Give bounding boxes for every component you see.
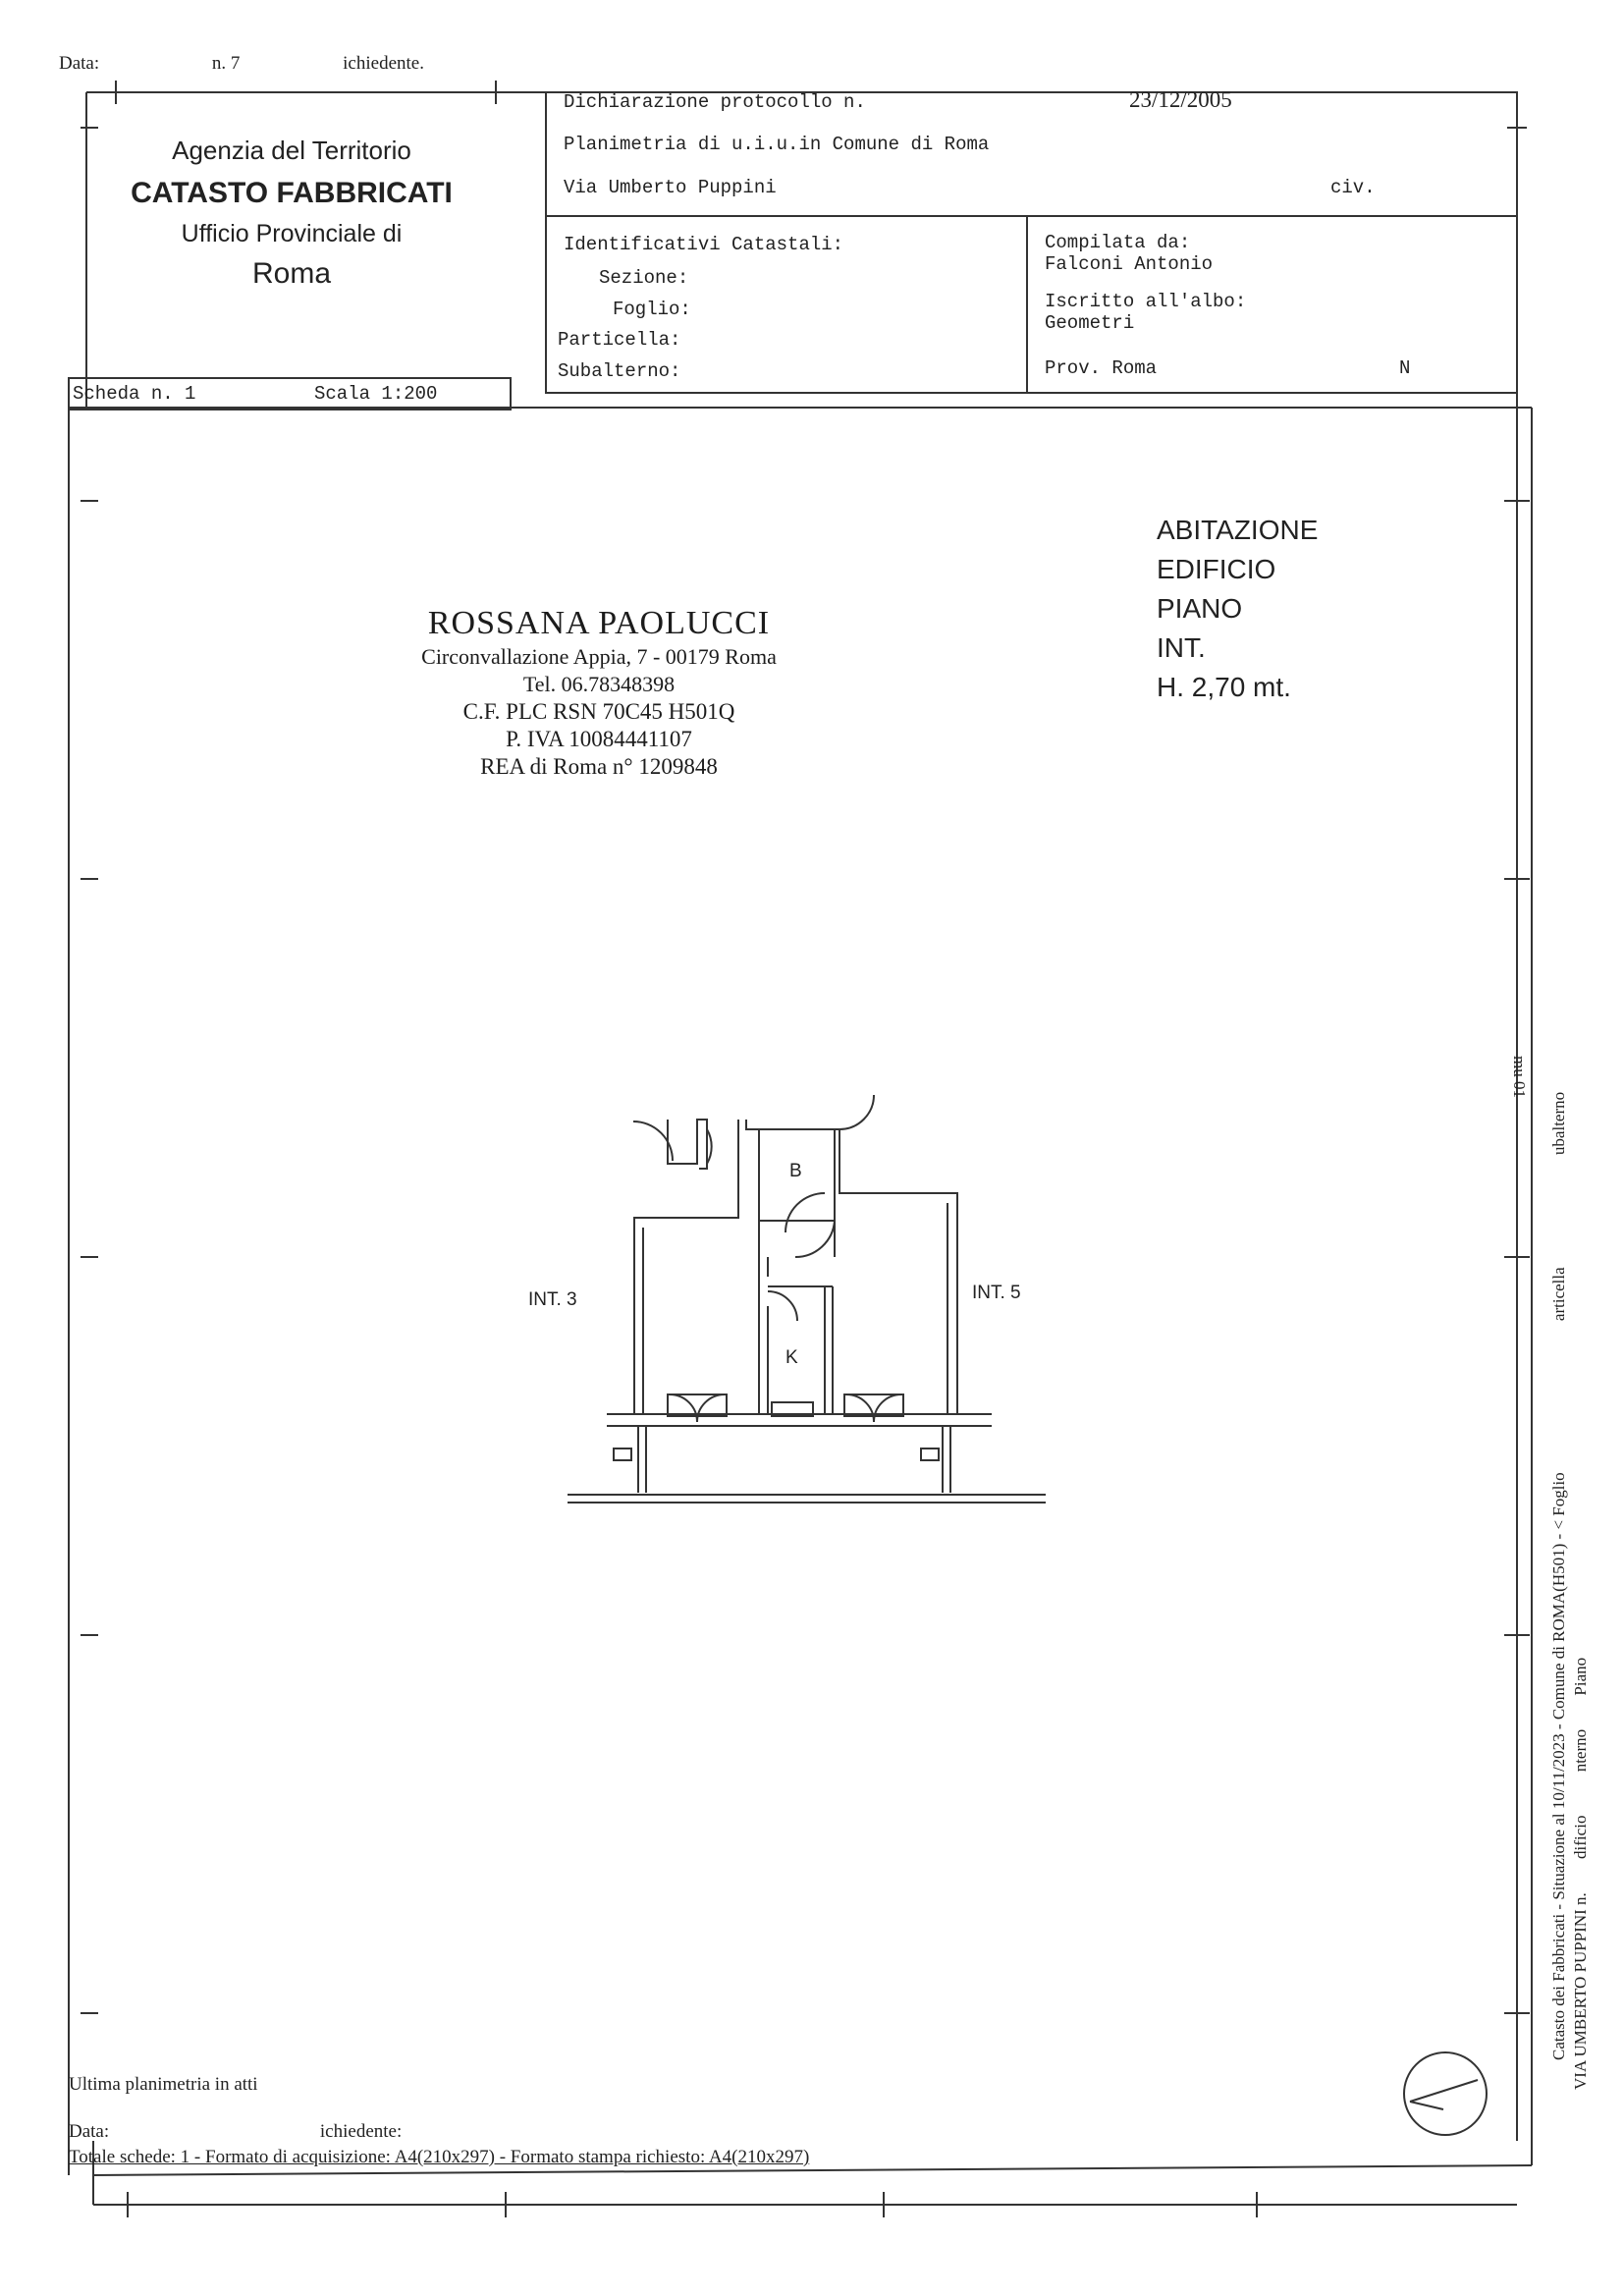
protocol-date: 23/12/2005: [1129, 87, 1232, 112]
stamp-rea: REA di Roma n° 1209848: [480, 754, 718, 779]
stamp-name: ROSSANA PAOLUCCI: [427, 605, 771, 641]
side-address-text: [1571, 1658, 1591, 2090]
room-b-label: B: [789, 1161, 802, 1181]
stamp-cf: C.F. PLC RSN 70C45 H501Q: [462, 699, 735, 724]
compilata-label: Compilata da:: [1045, 232, 1191, 253]
albo-value: Geometri: [1045, 312, 1135, 334]
stamp-address: Circonvallazione Appia, 7 - 00179 Roma: [421, 644, 777, 669]
room-k-label: K: [785, 1347, 798, 1368]
scala-label: Scala 1:200: [314, 383, 438, 405]
side-line1: Catasto dei Fabbricati - Situazione al 10/11/2023 - Comune di ROMA(H501) - < Foglio: [1549, 1472, 1568, 2060]
richiedente-label: ichiedente.: [343, 53, 424, 74]
subalterno-label: Subalterno:: [558, 360, 681, 382]
footer-data-row: [69, 2121, 402, 2143]
ufficio-label: Ufficio Provinciale di: [181, 220, 403, 247]
compilatore-name: Falconi Antonio: [1045, 253, 1214, 275]
piano-label: PIANO: [1157, 593, 1243, 624]
scheda-label: Scheda n. 1: [73, 383, 196, 405]
footer-richiedente-label: ichiedente:: [319, 2121, 403, 2142]
abitazione-label: ABITAZIONE: [1157, 515, 1319, 545]
side-line1c: ubalterno: [1549, 1091, 1568, 1156]
totale-schede-label: Totale schede: 1 - Formato di acquisizione: A4(210x297) - Formato stampa richiesto: A4(210x297): [69, 2147, 810, 2167]
sezione-label: Sezione:: [599, 267, 689, 289]
data-number: n. 7: [211, 53, 241, 74]
iscritto-label: Iscritto all'albo:: [1045, 291, 1247, 312]
agency-title: Agenzia del Territorio: [172, 136, 411, 165]
altezza-label: H. 2,70 mt.: [1157, 672, 1291, 702]
stamp-piva: P. IVA 10084441107: [506, 727, 692, 751]
identificativi-title: Identificativi Catastali:: [564, 234, 844, 255]
side-line2: VIA UMBERTO PUPPINI n.: [1571, 1892, 1590, 2090]
planimetria-label: Planimetria di u.i.u.in Comune di Roma: [564, 134, 990, 155]
n-label: N: [1399, 357, 1411, 379]
side-mu-text: mu 01: [1510, 1056, 1529, 1098]
side-line2c: nterno: [1571, 1728, 1590, 1773]
side-line2b: dificio: [1571, 1815, 1590, 1859]
particella-label: Particella:: [558, 329, 681, 351]
address-label: Via Umberto Puppini: [564, 177, 777, 198]
catasto-title: CATASTO FABBRICATI: [131, 177, 453, 209]
ultima-planimetria-label: Ultima planimetria in atti: [69, 2074, 258, 2095]
footer-data-label: Data:: [69, 2121, 110, 2142]
city-label: Roma: [251, 257, 332, 290]
data-label: Data:: [59, 53, 100, 74]
civ-label: civ.: [1330, 177, 1376, 198]
side-situazione-text: [1549, 1092, 1569, 2060]
side-line1b: articella: [1549, 1267, 1568, 1322]
int-label: INT.: [1157, 632, 1206, 663]
int5-label: INT. 5: [972, 1283, 1021, 1303]
edificio-label: EDIFICIO: [1157, 554, 1276, 584]
side-line2d: Piano: [1571, 1657, 1590, 1696]
north-arrow-icon: [1404, 2052, 1487, 2135]
dichiarazione-label: Dichiarazione protocollo n.: [564, 91, 866, 113]
int3-label: INT. 3: [528, 1289, 577, 1310]
prov-label: Prov. Roma: [1045, 357, 1158, 379]
stamp-tel: Tel. 06.78348398: [522, 672, 676, 696]
unit-info: [1157, 511, 1318, 707]
foglio-label: Foglio:: [613, 299, 691, 320]
